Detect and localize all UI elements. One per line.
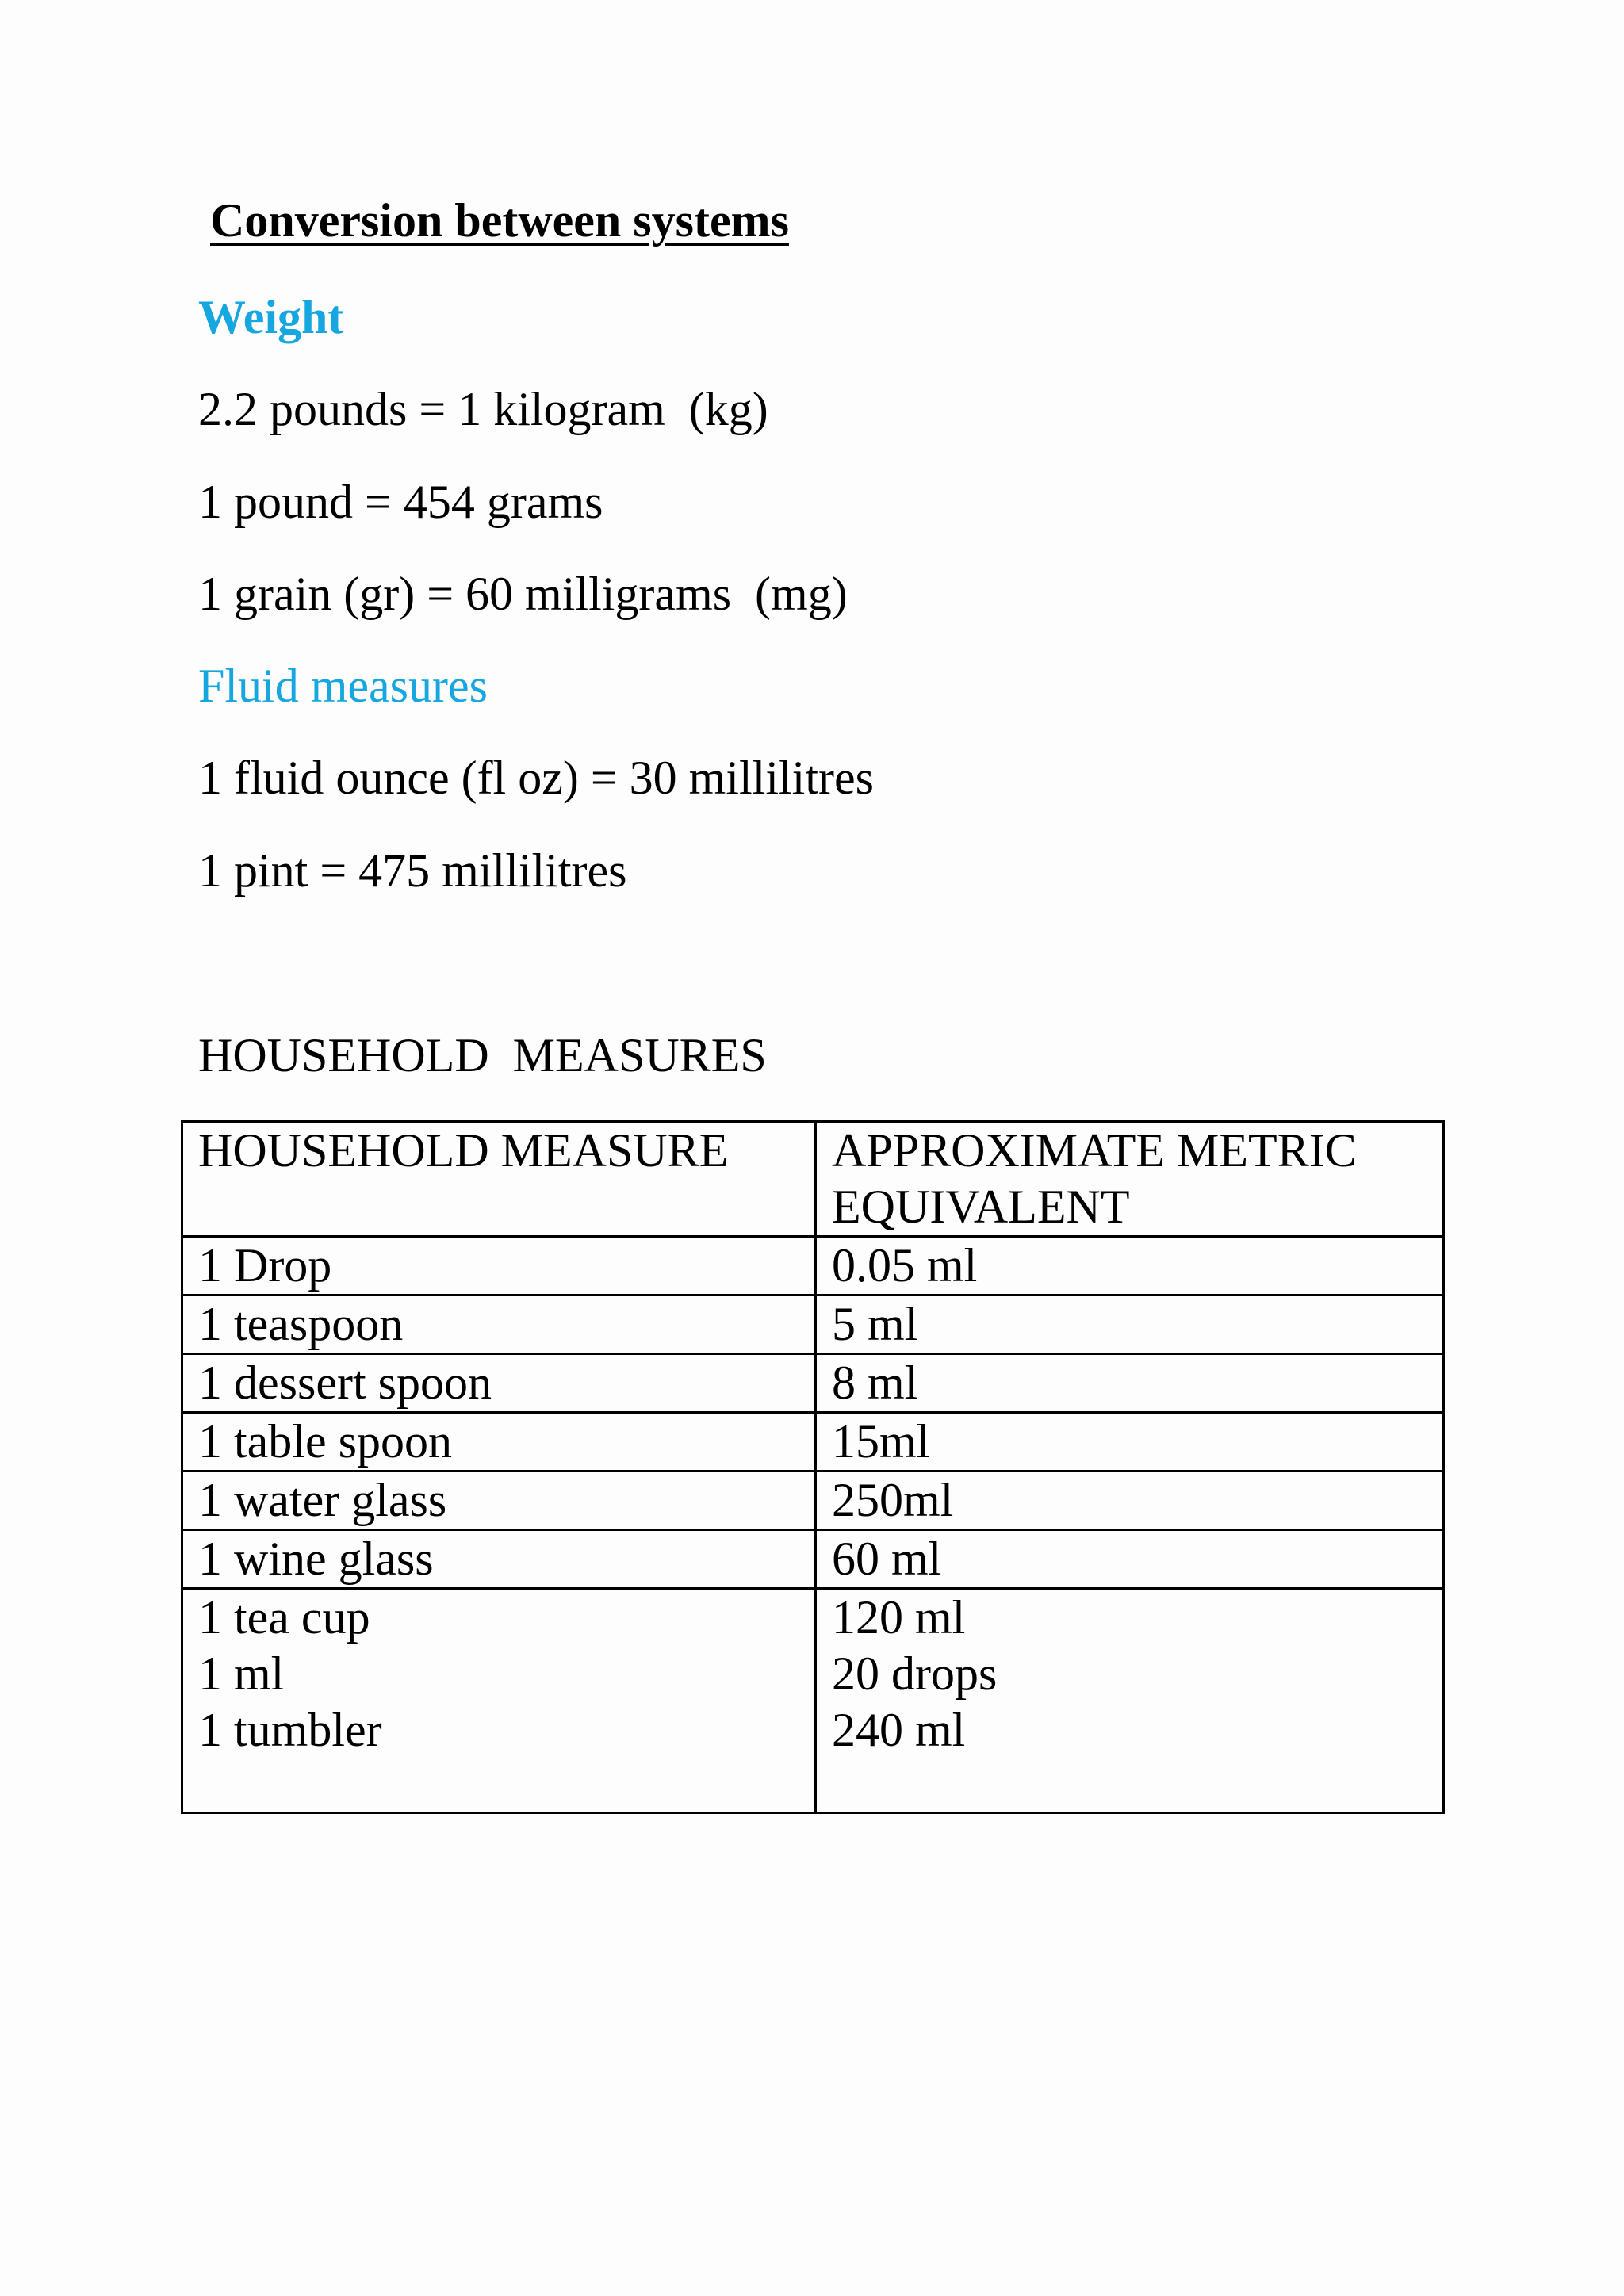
measure-cell — [182, 1589, 816, 1813]
measure-cell: 1 water glass — [182, 1471, 816, 1530]
table-row — [182, 1237, 1444, 1295]
table-header-row — [182, 1122, 1444, 1237]
weight-line-grain: 1 grain (gr) = 60 milligrams (mg) — [198, 568, 848, 620]
measure-cell: 1 Drop — [182, 1237, 816, 1295]
header-metric-line-1: APPROXIMATE METRIC — [832, 1124, 1357, 1177]
weight-line-pound: 1 pound = 454 grams — [198, 476, 603, 528]
table-row — [182, 1413, 1444, 1471]
table-row — [182, 1354, 1444, 1413]
weight-heading: Weight — [198, 291, 344, 343]
household-heading: HOUSEHOLD MEASURES — [198, 1029, 767, 1081]
measure-tea-cup: 1 tea cup — [198, 1591, 370, 1644]
household-measures-table — [181, 1120, 1445, 1814]
measure-cell: 1 table spoon — [182, 1413, 816, 1471]
page-title: Conversion between systems — [210, 194, 789, 247]
equivalent-tumbler: 240 ml — [832, 1704, 966, 1756]
equivalent-cell: 5 ml — [816, 1295, 1444, 1354]
table-row — [182, 1530, 1444, 1589]
equivalent-cell — [816, 1589, 1444, 1813]
header-household-measure: HOUSEHOLD MEASURE — [182, 1122, 816, 1237]
measure-ml: 1 ml — [198, 1647, 285, 1700]
fluid-line-pint: 1 pint = 475 millilitres — [198, 844, 627, 897]
fluid-heading: Fluid measures — [198, 660, 488, 712]
table-row — [182, 1295, 1444, 1354]
header-metric-line-2: EQUIVALENT — [832, 1181, 1130, 1233]
table-row — [182, 1589, 1444, 1813]
equivalent-tea-cup: 120 ml — [832, 1591, 966, 1644]
weight-line-kilogram: 2.2 pounds = 1 kilogram (kg) — [198, 383, 768, 435]
equivalent-cell: 15ml — [816, 1413, 1444, 1471]
equivalent-cell: 8 ml — [816, 1354, 1444, 1413]
measure-cell: 1 teaspoon — [182, 1295, 816, 1354]
measure-tumbler: 1 tumbler — [198, 1704, 382, 1756]
equivalent-ml: 20 drops — [832, 1647, 998, 1700]
equivalent-cell: 0.05 ml — [816, 1237, 1444, 1295]
equivalent-cell: 60 ml — [816, 1530, 1444, 1589]
measure-cell: 1 wine glass — [182, 1530, 816, 1589]
equivalent-cell: 250ml — [816, 1471, 1444, 1530]
header-metric-equivalent — [816, 1122, 1444, 1237]
measure-cell: 1 dessert spoon — [182, 1354, 816, 1413]
table-row — [182, 1471, 1444, 1530]
fluid-line-ounce: 1 fluid ounce (fl oz) = 30 millilitres — [198, 752, 874, 804]
